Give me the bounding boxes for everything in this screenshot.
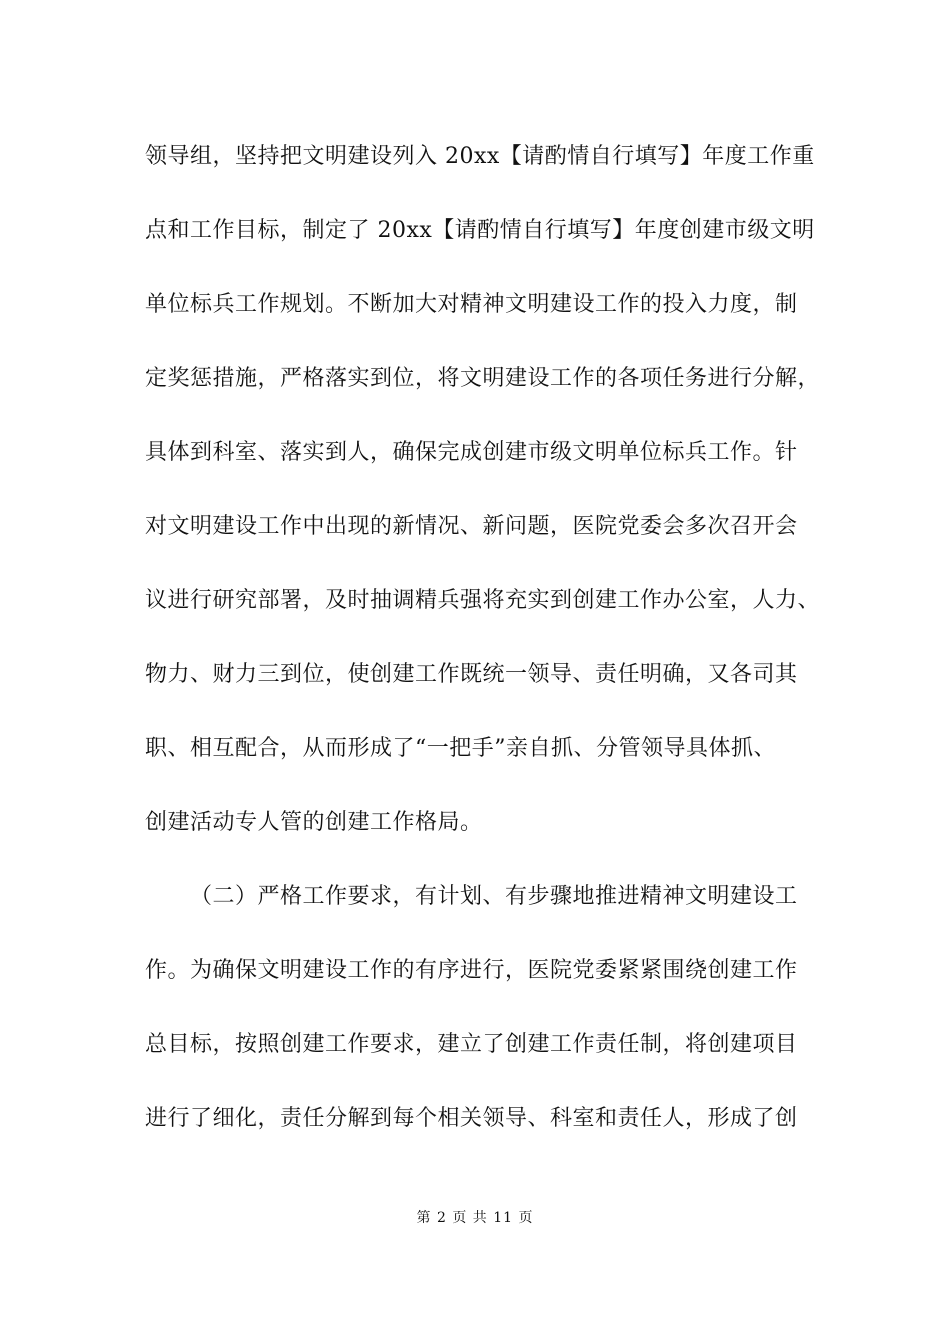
paragraph-line-8: 物力、财力三到位，使创建工作既统一领导、责任明确，又各司其 [145,662,798,687]
paragraph-line-5: 具体到科室、落实到人，确保完成创建市级文明单位标兵工作。针 [145,440,798,465]
paragraph-line-3: 单位标兵工作规划。不断加大对精神文明建设工作的投入力度，制 [145,292,798,317]
paragraph-line-12: 作。为确保文明建设工作的有序进行，医院党委紧紧围绕创建工作 [145,958,798,983]
page-number-footer [0,1208,950,1228]
paragraph-line-9: 职、相互配合，从而形成了“一把手”亲自抓、分管领导具体抓、 [145,736,776,761]
paragraph-line-7: 议进行研究部署，及时抽调精兵强将充实到创建工作办公室，人力、 [145,588,821,613]
page-label-prefix: 第 [416,1210,432,1226]
page-label-suffix: 页 [518,1210,534,1226]
paragraph-line-1: 领导组，坚持把文明建设列入 20xx【请酌情自行填写】年度工作重 [145,144,815,169]
paragraph-line-6: 对文明建设工作中出现的新情况、新问题，医院党委会多次召开会 [145,514,798,539]
section-heading-line: （二）严格工作要求，有计划、有步骤地推进精神文明建设工 [190,884,798,909]
page-label-mid: 页 共 [452,1210,488,1226]
paragraph-line-10: 创建活动专人管的创建工作格局。 [145,810,483,835]
paragraph-line-4: 定奖惩措施，严格落实到位，将文明建设工作的各项任务进行分解， [145,366,821,391]
paragraph-line-2: 点和工作目标，制定了 20xx【请酌情自行填写】年度创建市级文明 [145,218,815,243]
paragraph-line-14: 进行了细化，责任分解到每个相关领导、科室和责任人，形成了创 [145,1106,798,1131]
total-pages-number: 11 [493,1210,514,1226]
current-page-number: 2 [436,1210,447,1226]
paragraph-line-13: 总目标，按照创建工作要求，建立了创建工作责任制，将创建项目 [145,1032,798,1057]
